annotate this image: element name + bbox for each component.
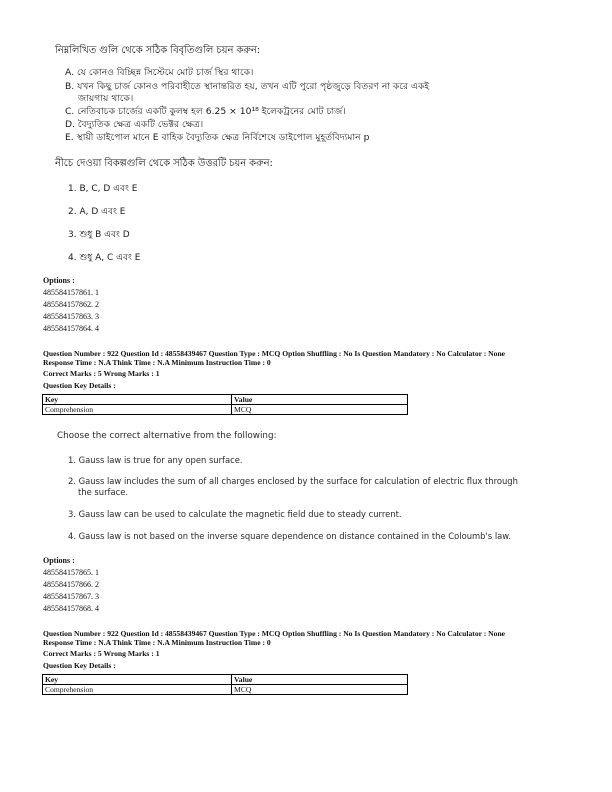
statement-c: C. নেতিবাচক চার্জের একটি কুলম্ব হল 6.25 × 10¹⁸ ইলেকট্রনের মোট চার্জ।: [65, 106, 346, 117]
marks-line: Correct Marks : 5 Wrong Marks : 1: [43, 369, 160, 378]
option-item: 485584157862. 2: [43, 300, 99, 309]
key-details-label: Question Key Details :: [43, 661, 116, 670]
choice-2: 2. Gauss law includes the sum of all charges enclosed by the surface for calculation of electric flux through: [68, 476, 518, 486]
option-item: 485584157867. 3: [43, 592, 99, 601]
key-value-table: [42, 674, 408, 695]
meta-line-1: Question Number : 922 Question Id : 48558439467 Question Type : MCQ Option Shuffling : No Is Question Mandatory : No Calculator : None: [43, 349, 506, 358]
table-header-value: Value: [232, 395, 408, 405]
table-cell-key: Comprehension: [43, 685, 232, 695]
option-item: 485584157866. 2: [43, 580, 99, 589]
table-cell-value: MCQ: [232, 685, 408, 695]
table-cell-key: Comprehension: [43, 405, 232, 415]
choice-1: 1. Gauss law is true for any open surface.: [68, 455, 243, 465]
meta-line-2: Response Time : N.A Think Time : N.A Minimum Instruction Time : 0: [43, 638, 271, 647]
options-heading: Options :: [43, 556, 75, 565]
key-details-label: Question Key Details :: [43, 381, 116, 390]
table-header-key: Key: [43, 395, 232, 405]
statement-d: D. বৈদ্যুতিক ক্ষেত্র একটি ভেক্টর ক্ষেত্র।: [65, 119, 204, 130]
question-intro: নিম্নলিখিত গুলি থেকে সঠিক বিবৃতিগুলি চয়ন করুন:: [55, 45, 261, 56]
option-item: 485584157868. 4: [43, 604, 99, 613]
choice-3: 3. শুধু B এবং D: [68, 230, 130, 240]
choice-3: 3. Gauss law can be used to calculate the magnetic field due to steady current.: [68, 509, 402, 519]
table-header-value: Value: [232, 675, 408, 685]
statement-a: A. যে কোনও বিচ্ছিন্ন সিস্টেমে মোট চার্জ স্থির থাকে।: [65, 67, 254, 78]
table-header-key: Key: [43, 675, 232, 685]
option-item: 485584157864. 4: [43, 324, 99, 333]
choice-2: 2. A, D এবং E: [68, 207, 126, 217]
table-row: [43, 395, 408, 405]
table-row: [43, 685, 408, 695]
choice-1: 1. B, C, D এবং E: [68, 184, 138, 194]
table-row: [43, 675, 408, 685]
statement-e: E. স্থায়ী ডাইপোল মানে E বাহিক বৈদ্যুতিক ক্ষেত্র নির্বিশেষে ডাইপোল মুহূর্তবিদ্যমান p: [65, 132, 370, 143]
choice-2-cont: the surface.: [78, 487, 129, 497]
meta-line-2: Response Time : N.A Think Time : N.A Minimum Instruction Time : 0: [43, 358, 271, 367]
option-item: 485584157863. 3: [43, 312, 99, 321]
question-prompt: নীচে দেওয়া বিকল্পগুলি থেকে সঠিক উত্তরটি চয়ন করুন:: [55, 158, 273, 169]
statement-b: B. যখন কিছু চার্জ কোনও পরিবাহীতে স্থানান্তরিত হয়, তখন এটি পুরো পৃষ্ঠজুড়ে বিতরণ না করে একই: [65, 81, 430, 92]
marks-line: Correct Marks : 5 Wrong Marks : 1: [43, 649, 160, 658]
option-item: 485584157865. 1: [43, 568, 99, 577]
option-item: 485584157861. 1: [43, 288, 99, 297]
meta-line-1: Question Number : 922 Question Id : 48558439467 Question Type : MCQ Option Shuffling : No Is Question Mandatory : No Calculator : None: [43, 629, 506, 638]
statement-b-cont: জায়গায় থাকে।: [78, 93, 134, 104]
question-intro: Choose the correct alternative from the following:: [57, 431, 277, 441]
table-row: [43, 405, 408, 415]
table-cell-value: MCQ: [232, 405, 408, 415]
key-value-table: [42, 394, 408, 415]
choice-4: 4. শুধু A, C এবং E: [68, 253, 141, 263]
choice-4: 4. Gauss law is not based on the inverse square dependence on distance contained in the Coloumb's law.: [68, 531, 512, 541]
options-heading: Options :: [43, 276, 75, 285]
